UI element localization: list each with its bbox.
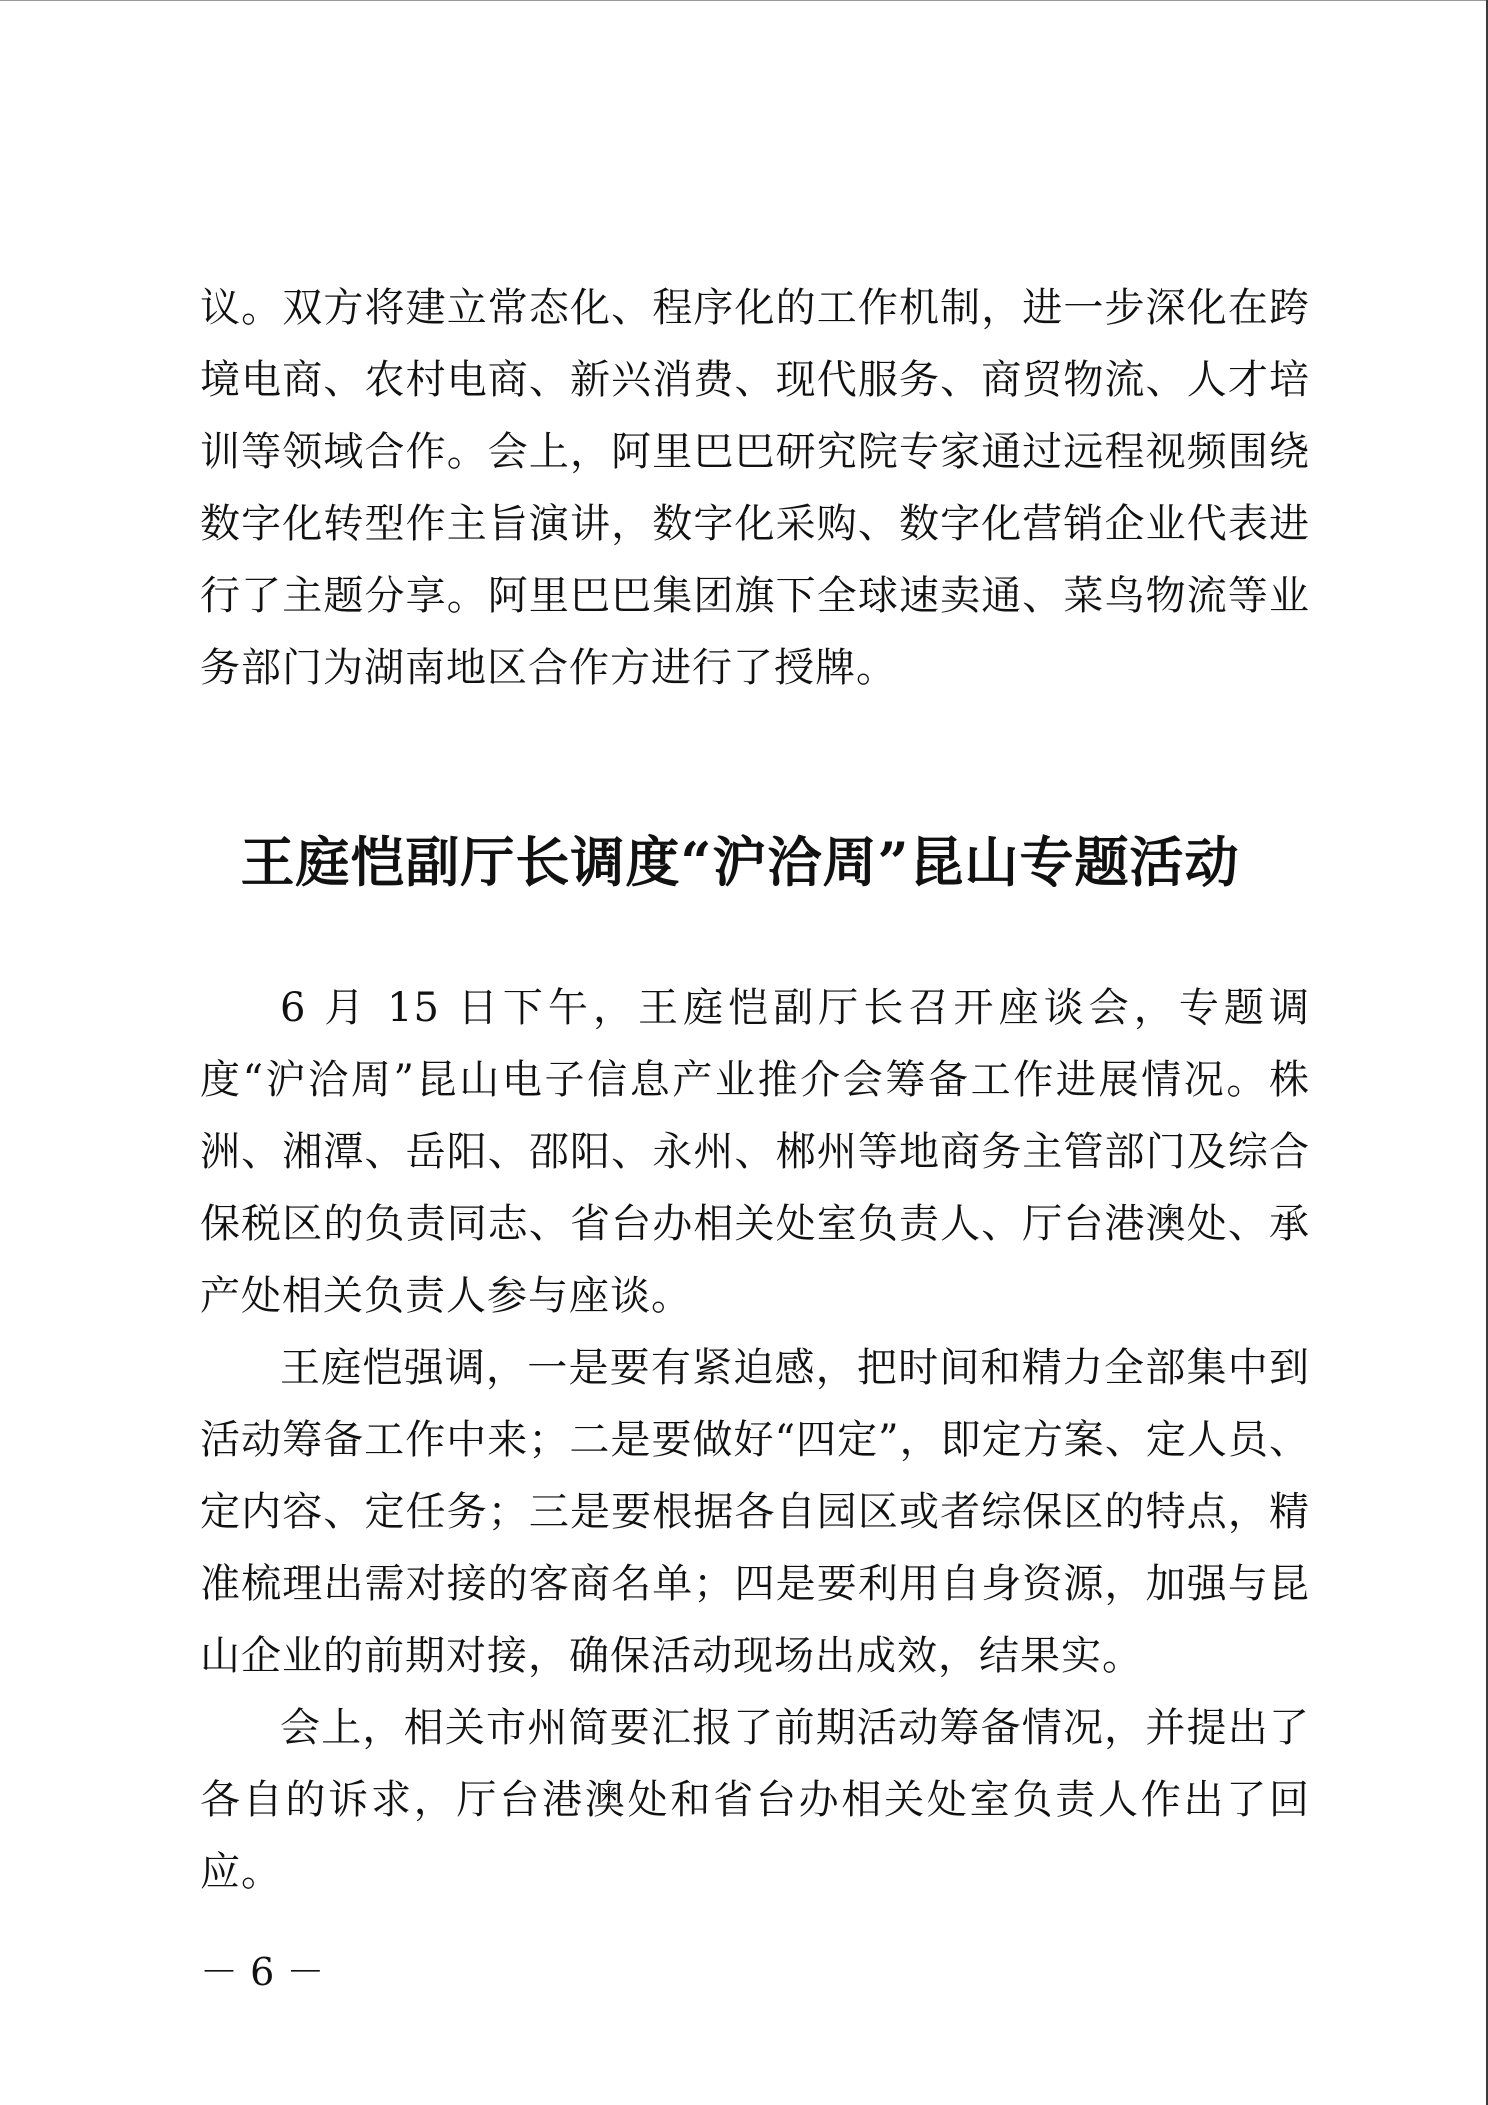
page-number: － 6 － bbox=[200, 1950, 325, 1994]
previous-article-continuation bbox=[200, 272, 1310, 704]
article-body bbox=[200, 972, 1310, 1908]
article-title: 王庭恺副厅长调度“沪洽周”昆山专题活动 bbox=[240, 830, 1240, 894]
article-paragraph-3: 会上，相关市州简要汇报了前期活动筹备情况，并提出了各自的诉求，厅台港澳处和省台办相关处室负责人作出了回应。 bbox=[200, 1705, 1310, 1895]
page-top-edge bbox=[0, 0, 1488, 1]
article-paragraph-2: 王庭恺强调，一是要有紧迫感，把时间和精力全部集中到活动筹备工作中来；二是要做好“四定”，即定方案、定人员、定内容、定任务；三是要根据各自园区或者综保区的特点，精准梳理出需对接的客商名单；四是要利用自身资源，加强与昆山企业的前期对接，确保活动现场出成效，结果实。 bbox=[200, 1345, 1310, 1679]
previous-article-paragraph: 议。双方将建立常态化、程序化的工作机制，进一步深化在跨境电商、农村电商、新兴消费、现代服务、商贸物流、人才培训等领域合作。会上，阿里巴巴研究院专家通过远程视频围绕数字化转型作主旨演讲，数字化采购、数字化营销企业代表进行了主题分享。阿里巴巴集团旗下全球速卖通、菜鸟物流等业务部门为湖南地区合作方进行了授牌。 bbox=[200, 285, 1310, 691]
article-paragraph-1: 6 月 15 日下午，王庭恺副厅长召开座谈会，专题调度“沪洽周”昆山电子信息产业推介会筹备工作进展情况。株洲、湘潭、岳阳、邵阳、永州、郴州等地商务主管部门及综合保税区的负责同志、省台办相关处室负责人、厅台港澳处、承产处相关负责人参与座谈。 bbox=[200, 985, 1310, 1319]
